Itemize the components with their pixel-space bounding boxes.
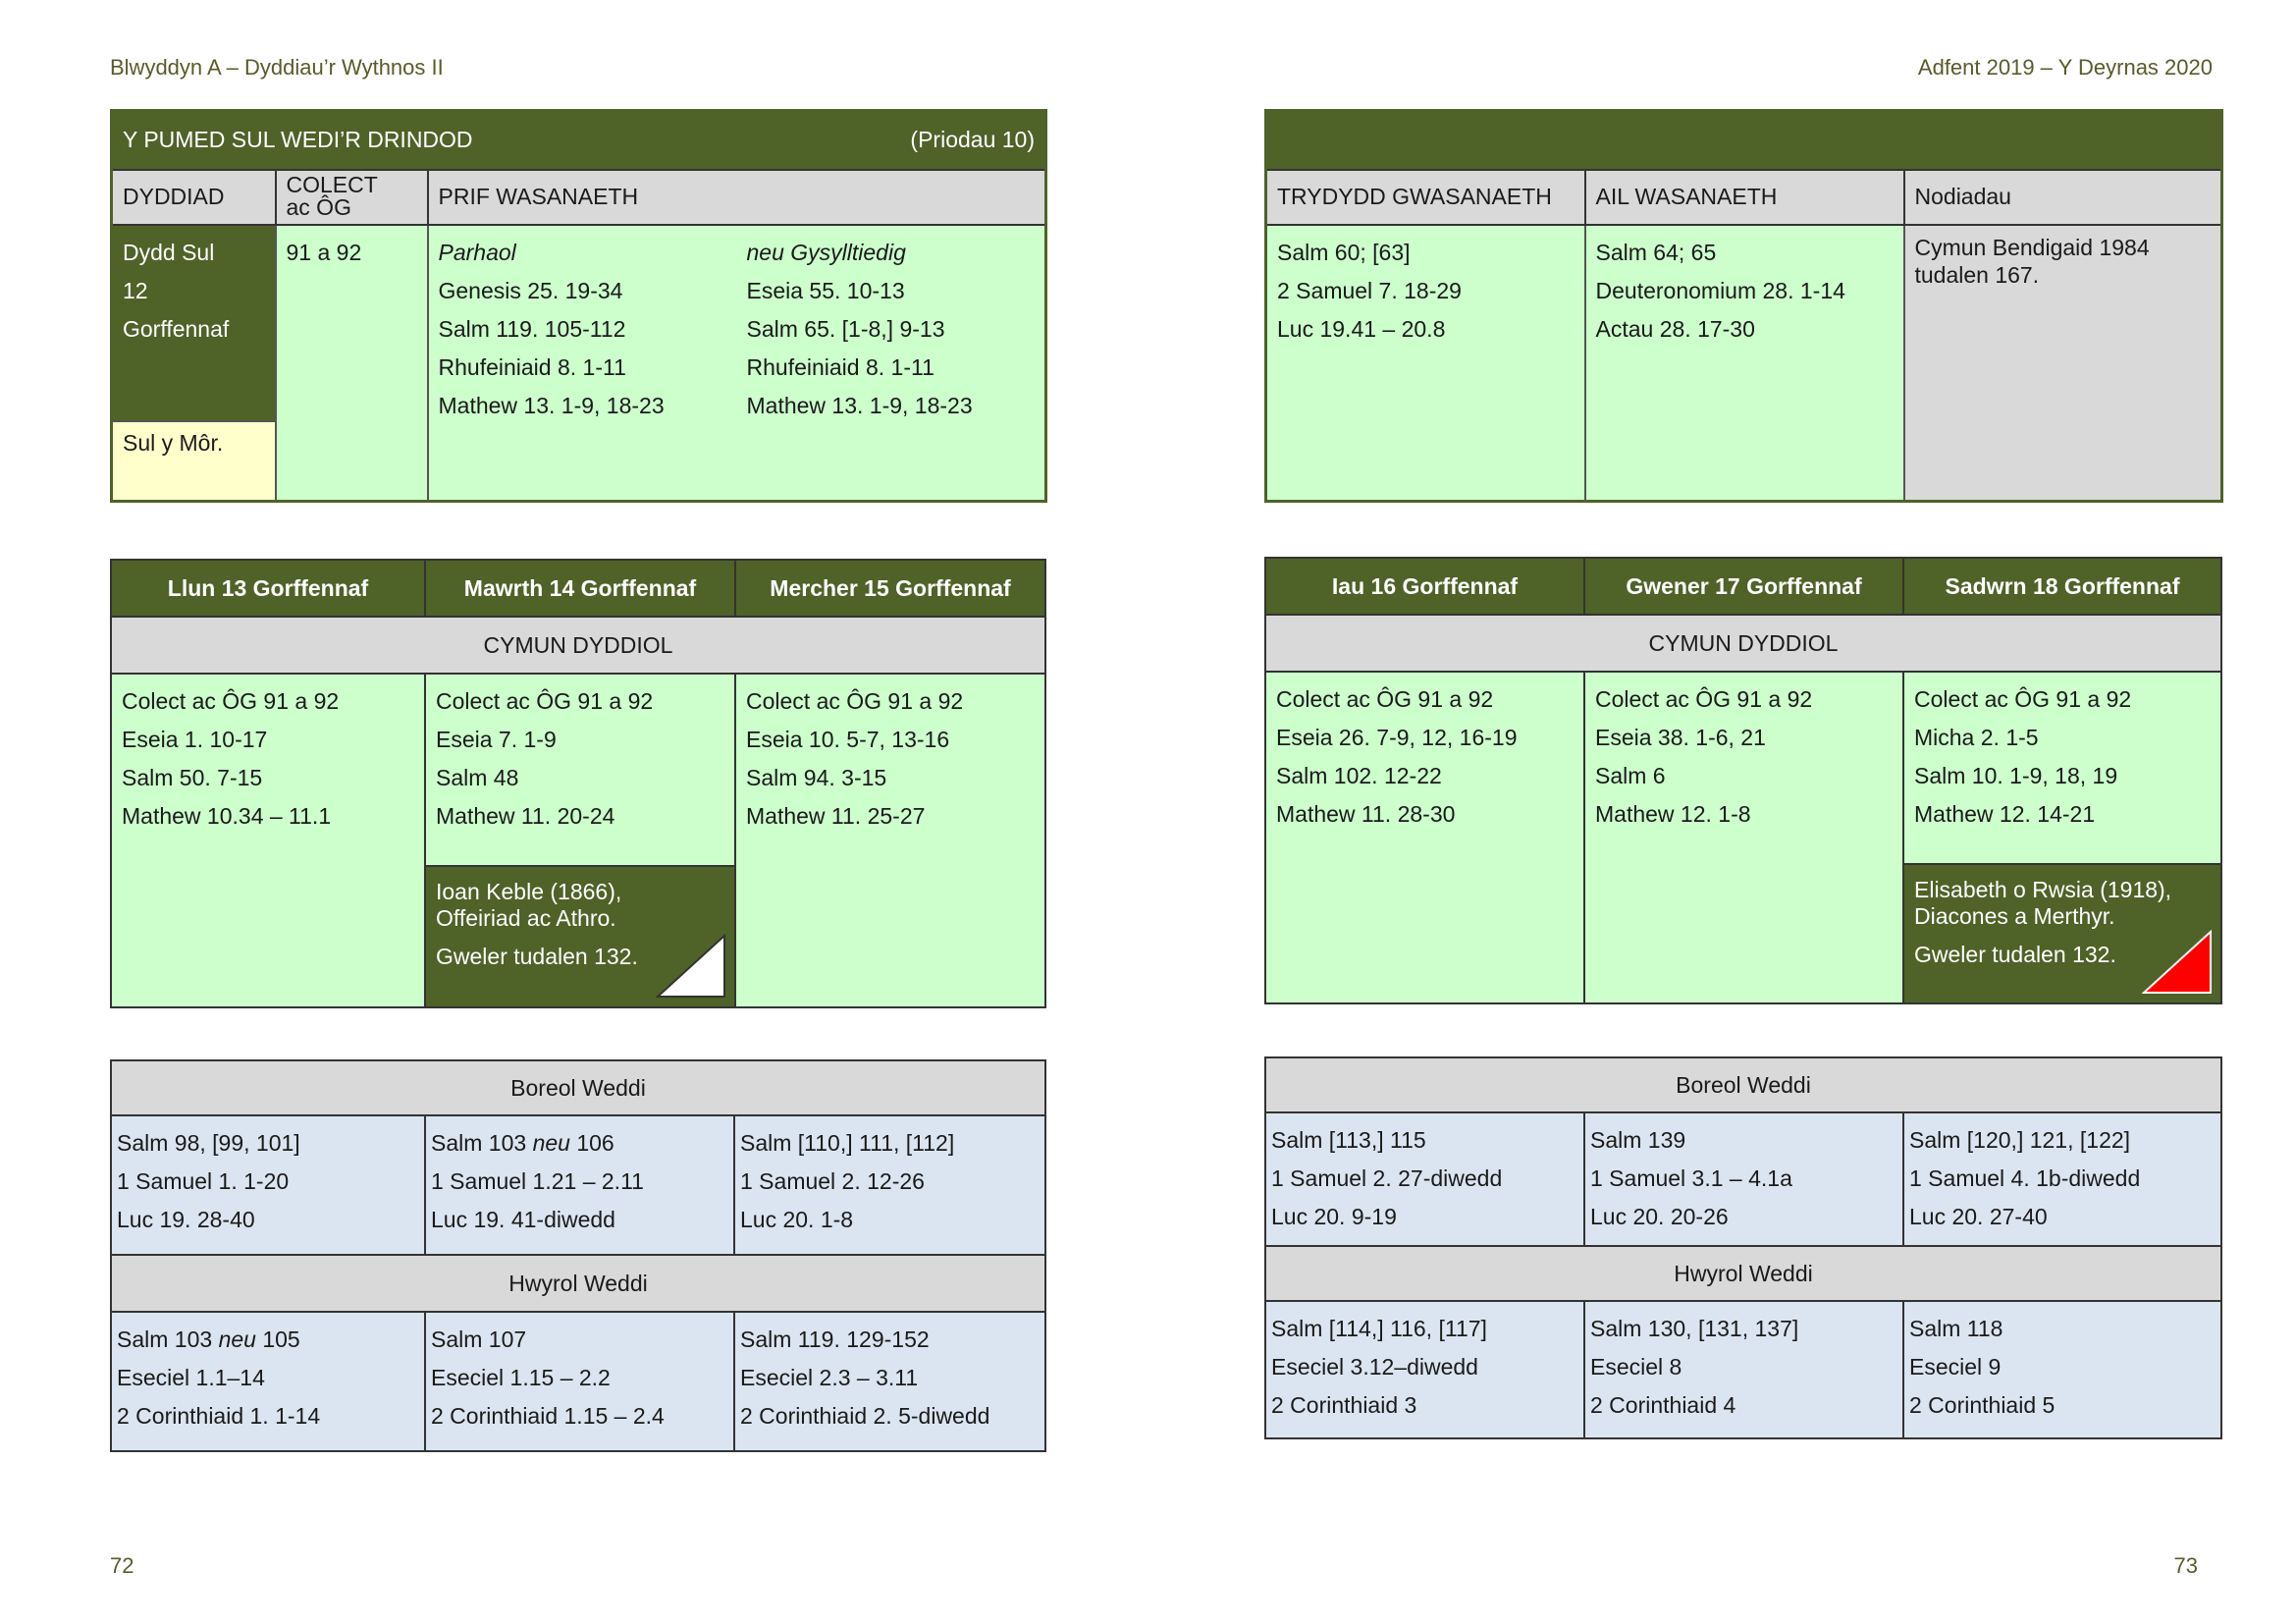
reading: 1 Samuel 2. 27-diwedd <box>1271 1165 1503 1191</box>
reading: Salm 130, [131, 137] <box>1590 1316 1799 1341</box>
eucharist-cell <box>735 674 1045 1007</box>
reading: Luc 20. 1-8 <box>740 1207 854 1232</box>
commemoration-see-page: Gweler tudalen 132. <box>1914 942 2116 967</box>
day-header: Mawrth 14 Gorffennaf <box>425 560 735 617</box>
reading: Genesis 25. 19-34 <box>438 277 623 303</box>
reading: Salm 48 <box>436 765 519 790</box>
reading: Eseia 7. 1-9 <box>436 727 557 752</box>
reading: Luc 20. 20-26 <box>1590 1204 1729 1229</box>
evening-cell <box>425 1312 734 1451</box>
reading: Colect ac ÔG 91 a 92 <box>122 688 340 714</box>
reading: Salm 50. 7-15 <box>122 765 263 790</box>
reading: 1 Samuel 4. 1b-diwedd <box>1909 1165 2141 1191</box>
third-service-cell <box>1266 225 1585 502</box>
eucharist-cell <box>1584 672 1903 1003</box>
notes-cell <box>1904 225 2222 502</box>
reading: Colect ac ÔG 91 a 92 <box>1595 686 1813 712</box>
white-triangle-icon <box>656 934 726 999</box>
sunday-name: Sul y Môr. <box>123 429 224 456</box>
reading: Eseia 10. 5-7, 13-16 <box>746 727 950 752</box>
morning-cell <box>425 1115 734 1255</box>
reading: 1 Samuel 3.1 – 4.1a <box>1590 1165 1792 1191</box>
eucharist-cell <box>425 674 735 866</box>
reading: Salm 98, [99, 101] <box>117 1130 300 1156</box>
reading: Salm 107 <box>431 1326 527 1352</box>
sunday-reference: (Priodau 10) <box>910 127 1035 153</box>
reading: Luc 19. 28-40 <box>117 1207 255 1232</box>
reading: 2 Corinthiaid 1.15 – 2.4 <box>431 1403 665 1429</box>
reading: Micha 2. 1-5 <box>1914 725 2039 750</box>
sunday-title-bar <box>112 111 1046 170</box>
reading: Mathew 11. 20-24 <box>436 803 615 829</box>
evening-cell <box>1265 1301 1584 1438</box>
sunday-table-left <box>110 109 1047 503</box>
reading: 2 Corinthiaid 5 <box>1909 1392 2056 1418</box>
reading: Eseia 55. 10-13 <box>746 277 905 303</box>
reading: Eseciel 9 <box>1909 1354 2002 1380</box>
reading: Salm 103 neu 105 <box>117 1326 300 1352</box>
sunday-collect: 91 a 92 <box>286 239 362 265</box>
eucharist-cell <box>1265 672 1584 1003</box>
second-service-cell <box>1585 225 1904 502</box>
evening-cell <box>111 1312 425 1451</box>
sunday-title-bar-continued <box>1266 111 2222 170</box>
reading: Salm 119. 105-112 <box>438 315 626 342</box>
reading: 1 Samuel 2. 12-26 <box>740 1168 925 1194</box>
commemoration-see-page: Gweler tudalen 132. <box>436 944 638 969</box>
page-number-left: 72 <box>110 1553 134 1578</box>
reading: Mathew 11. 28-30 <box>1276 801 1456 827</box>
col-header-second-service: AIL WASANAETH <box>1585 170 1904 225</box>
sunday-day-line: 12 <box>123 277 148 303</box>
reading: Luc 19.41 – 20.8 <box>1277 315 1446 342</box>
evening-prayer-label: Hwyrol Weddi <box>1265 1246 2221 1301</box>
page-number-right: 73 <box>2173 1553 2198 1578</box>
weekday-eucharist-table-left <box>110 559 1046 1008</box>
morning-cell <box>111 1115 425 1255</box>
reading: Mathew 10.34 – 11.1 <box>122 803 332 829</box>
reading: Salm 118 <box>1909 1316 2003 1341</box>
morning-cell <box>1903 1112 2221 1246</box>
col-header-collect: COLECT ac ÔG <box>276 170 428 225</box>
reading: Salm 102. 12-22 <box>1276 763 1442 788</box>
reading: Salm 60; [63] <box>1277 239 1411 265</box>
reading: Luc 20. 9-19 <box>1271 1204 1397 1229</box>
reading: Colect ac ÔG 91 a 92 <box>1276 686 1494 712</box>
office-table-right <box>1264 1056 2222 1439</box>
col-header-third-service: TRYDYDD GWASANAETH <box>1266 170 1585 225</box>
col-header-main-service: PRIF WASANAETH <box>428 170 1046 225</box>
morning-cell <box>1265 1112 1584 1246</box>
reading: 2 Samuel 7. 18-29 <box>1277 277 1462 303</box>
reading: Eseia 1. 10-17 <box>122 727 268 752</box>
reading: Actau 28. 17-30 <box>1595 315 1755 342</box>
day-header: Sadwrn 18 Gorffennaf <box>1903 558 2221 615</box>
evening-cell <box>1584 1301 1903 1438</box>
reading: Salm 119. 129-152 <box>740 1326 930 1352</box>
morning-cell <box>734 1115 1045 1255</box>
reading: Eseciel 3.12–diwedd <box>1271 1354 1478 1380</box>
weekday-eucharist-table-right <box>1264 557 2222 1004</box>
sunday-related-cell <box>737 225 1046 502</box>
reading: Eseciel 1.1–14 <box>117 1365 265 1390</box>
commemoration-name: Ioan Keble (1866), Offeiriad ac Athro. <box>436 879 622 931</box>
commemoration-cell <box>425 866 735 1007</box>
reading: Rhufeiniaid 8. 1-11 <box>746 353 934 380</box>
morning-prayer-label: Boreol Weddi <box>1265 1057 2221 1112</box>
reading: Mathew 11. 25-27 <box>746 803 926 829</box>
reading: Mathew 12. 14-21 <box>1914 801 2096 827</box>
related-heading: neu Gysylltiedig <box>746 239 906 265</box>
evening-cell <box>1903 1301 2221 1438</box>
reading: Salm 65. [1-8,] 9-13 <box>746 315 945 342</box>
reading: Eseia 38. 1-6, 21 <box>1595 725 1766 750</box>
reading: Salm 103 neu 106 <box>431 1130 614 1156</box>
sunday-title: Y PUMED SUL WEDI’R DRINDOD <box>123 127 473 153</box>
morning-cell <box>1584 1112 1903 1246</box>
reading: 1 Samuel 1.21 – 2.11 <box>431 1168 644 1194</box>
reading: Eseciel 8 <box>1590 1354 1682 1380</box>
reading: Colect ac ÔG 91 a 92 <box>1914 686 2132 712</box>
notes-text: Cymun Bendigaid 1984 tudalen 167. <box>1914 234 2150 288</box>
sunday-date-cell <box>112 225 276 421</box>
reading: Mathew 13. 1-9, 18-23 <box>438 392 665 418</box>
morning-prayer-label: Boreol Weddi <box>111 1060 1045 1115</box>
reading: Colect ac ÔG 91 a 92 <box>746 688 964 714</box>
sunday-name-cell <box>112 421 276 502</box>
reading: Salm 139 <box>1590 1127 1686 1153</box>
reading: Eseciel 1.15 – 2.2 <box>431 1365 611 1390</box>
reading: Salm 94. 3-15 <box>746 765 887 790</box>
running-header-left: Blwyddyn A – Dyddiau’r Wythnos II <box>110 55 444 80</box>
reading: Eseciel 2.3 – 3.11 <box>740 1365 919 1390</box>
daily-eucharist-label: CYMUN DYDDIOL <box>111 617 1045 674</box>
day-header: Mercher 15 Gorffennaf <box>735 560 1045 617</box>
reading: Luc 20. 27-40 <box>1909 1204 2048 1229</box>
reading: Salm 6 <box>1595 763 1666 788</box>
reading: Salm [114,] 116, [117] <box>1271 1316 1487 1341</box>
office-table-left <box>110 1059 1046 1452</box>
day-header: Gwener 17 Gorffennaf <box>1584 558 1903 615</box>
reading: 1 Samuel 1. 1-20 <box>117 1168 290 1194</box>
reading: 2 Corinthiaid 4 <box>1590 1392 1736 1418</box>
sunday-collect-cell <box>276 225 428 502</box>
reading: Mathew 12. 1-8 <box>1595 801 1751 827</box>
reading: Luc 19. 41-diwedd <box>431 1207 615 1232</box>
reading: 2 Corinthiaid 1. 1-14 <box>117 1403 321 1429</box>
sunday-table-right <box>1264 109 2223 503</box>
daily-eucharist-label: CYMUN DYDDIOL <box>1265 615 2221 672</box>
reading: Salm [113,] 115 <box>1271 1127 1426 1153</box>
sunday-continuous-cell <box>428 225 737 502</box>
day-header: Iau 16 Gorffennaf <box>1265 558 1584 615</box>
reading: Eseia 26. 7-9, 12, 16-19 <box>1276 725 1518 750</box>
reading: Mathew 13. 1-9, 18-23 <box>746 392 973 418</box>
evening-prayer-label: Hwyrol Weddi <box>111 1255 1045 1312</box>
eucharist-cell <box>1903 672 2221 864</box>
reading: 2 Corinthiaid 3 <box>1271 1392 1417 1418</box>
red-triangle-icon <box>2142 930 2213 995</box>
day-header: Llun 13 Gorffennaf <box>111 560 425 617</box>
commemoration-name: Elisabeth o Rwsia (1918), Diacones a Merthyr. <box>1914 877 2172 929</box>
sunday-day-line: Dydd Sul <box>123 239 215 265</box>
sunday-day-line: Gorffennaf <box>123 315 230 342</box>
reading: 2 Corinthiaid 2. 5-diwedd <box>740 1403 990 1429</box>
eucharist-cell <box>111 674 425 1007</box>
reading: Salm 10. 1-9, 18, 19 <box>1914 763 2118 788</box>
reading: Salm [110,] 111, [112] <box>740 1130 955 1156</box>
reading: Rhufeiniaid 8. 1-11 <box>438 353 626 380</box>
reading: Salm 64; 65 <box>1595 239 1717 265</box>
continuous-heading: Parhaol <box>438 239 516 265</box>
col-header-notes: Nodiadau <box>1904 170 2222 225</box>
commemoration-cell <box>1903 864 2221 1003</box>
reading: Salm [120,] 121, [122] <box>1909 1127 2131 1153</box>
running-header-right: Adfent 2019 – Y Deyrnas 2020 <box>1917 55 2213 80</box>
reading: Deuteronomium 28. 1-14 <box>1595 277 1845 303</box>
reading: Colect ac ÔG 91 a 92 <box>436 688 654 714</box>
col-header-date: DYDDIAD <box>112 170 276 225</box>
evening-cell <box>734 1312 1045 1451</box>
